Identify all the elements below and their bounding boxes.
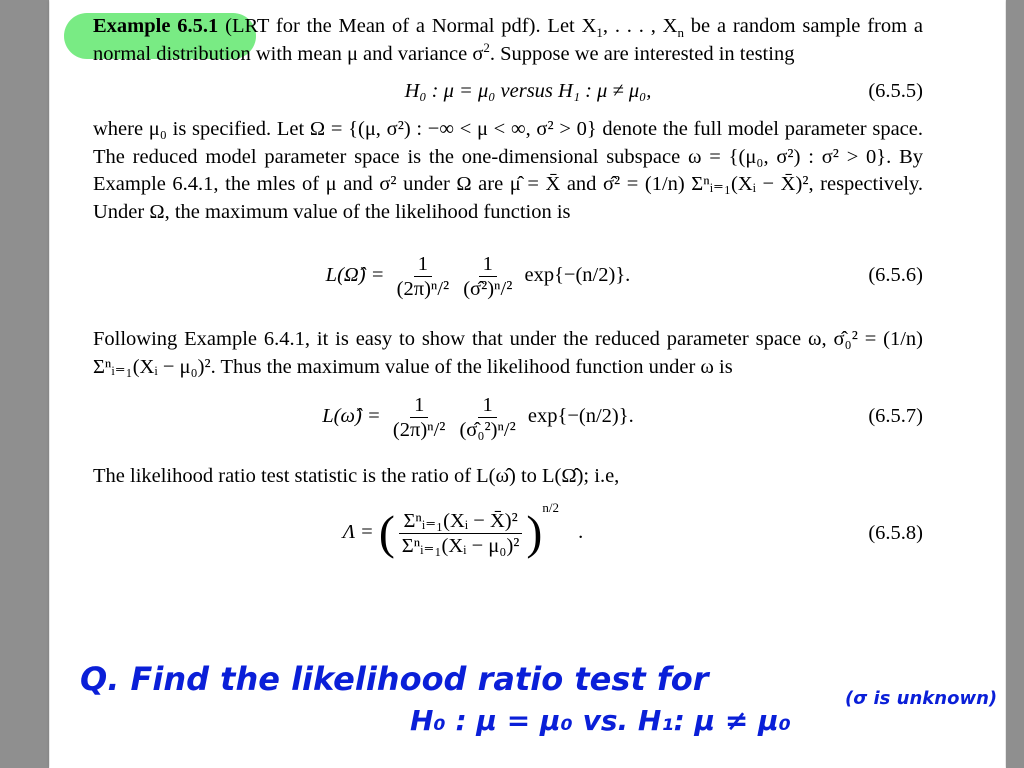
handwritten-hypotheses: H₀ : μ = μ₀ vs. H₁: μ ≠ μ₀ xyxy=(410,704,791,737)
equation-6-5-5: H₀ : μ = μ₀ versus H₁ : μ ≠ μ₀, (6.5.5) xyxy=(93,68,923,116)
left-gutter xyxy=(0,0,49,768)
equation-number: (6.5.8) xyxy=(868,521,923,544)
equation-number: (6.5.5) xyxy=(868,80,923,103)
equation-6-5-7: L(ω̂) = $\frac{1}{\text{(2π)ⁿ/²}}$ $\frac{1}{\text{(σ̂₀²)ⁿ/²}}$ exp{−(n/2)}. (6.5.7) xyxy=(322,393,923,441)
paragraph-2: where μ₀ is specified. Let Ω = {(μ, σ²) : −∞ < μ < ∞, σ² > 0} denote the full model parameter space. The reduced model parameter space is the one-dimensional subspace ω = {(μ₀, σ²) : σ² > 0}. By Example 6.4.1, the mles of μ and σ² under Ω are μ̂ = X̄ and σ̂² = (1/n) Σⁿᵢ₌₁(Xᵢ − X̄)², respectively. Under Ω, the maximum value of the likelihood function is xyxy=(93,118,923,223)
handwritten-question: Q. Find the likelihood ratio test for xyxy=(80,660,709,698)
fraction: $\frac{1}{\text{(2π)ⁿ/²}}$ xyxy=(392,393,446,441)
fraction: $\frac{\text{Σⁿᵢ₌₁(Xᵢ − X̄)²}}{\text{Σⁿᵢ₌₁(Xᵢ − μ₀)²}}$ xyxy=(398,509,524,558)
document-text xyxy=(93,13,923,577)
fraction: $\frac{1}{\text{(σ̂₀²)ⁿ/²}}$ xyxy=(459,393,516,441)
example-title: (LRT for the Mean of a Normal pdf). xyxy=(225,15,541,37)
equation-number: (6.5.6) xyxy=(868,264,923,287)
equation-6-5-6: L(Ω̂) = $\frac{1}{\text{(2π)ⁿ/²}}$ $\frac{1}{\text{(σ̂²)ⁿ/²}}$ exp{−(n/2)}. (6.5.6) xyxy=(325,252,923,300)
fraction: $\frac{1}{\text{(2π)ⁿ/²}}$ xyxy=(396,252,450,300)
fraction: $\frac{1}{\text{(σ̂²)ⁿ/²}}$ xyxy=(463,252,513,300)
example-intro: Example 6.5.1 (LRT for the Mean of a Normal pdf). Let $X_1$, . . . , $X_n$ be a random sample from a normal distribution with mean μ and variance $\sigma^2$. Suppose we are interested in testing xyxy=(93,15,924,65)
equation-number: (6.5.7) xyxy=(868,405,923,428)
example-label: Example 6.5.1 xyxy=(93,15,219,37)
paragraph-3: Following Example 6.4.1, it is easy to show that under the reduced parameter space ω, σ̂₀² = (1/n) Σⁿᵢ₌₁(Xᵢ − μ₀)². Thus the maximum value of the likelihood function under ω is xyxy=(93,328,923,378)
equation-6-5-8: Λ = ( $\frac{\text{Σⁿᵢ₌₁(Xᵢ − X̄)²}}{\text{Σⁿᵢ₌₁(Xᵢ − μ₀)²}}$ )$^{n/2}$ . (6.5.8) xyxy=(342,500,923,560)
right-gutter xyxy=(1006,0,1024,768)
handwritten-note: (σ is unknown) xyxy=(845,688,998,709)
paragraph-4: The likelihood ratio test statistic is the ratio of L(ω̂) to L(Ω̂); i.e, xyxy=(93,465,620,487)
